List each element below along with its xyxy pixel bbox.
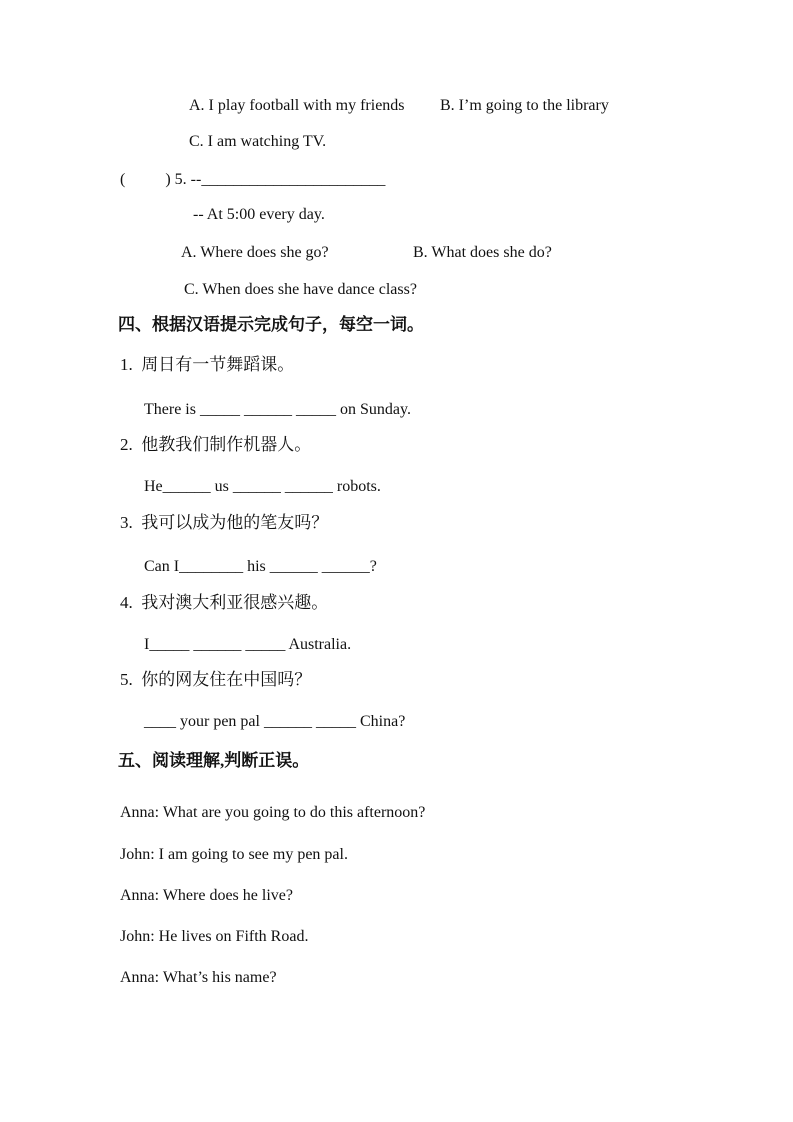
q4-option-c: C. I am watching TV. bbox=[189, 133, 327, 150]
q5-response: -- At 5:00 every day. bbox=[193, 206, 325, 223]
q5-option-c: C. When does she have dance class? bbox=[184, 281, 417, 298]
q4-option-a: A. I play football with my friends bbox=[189, 97, 405, 114]
s4-item1-prompt-cn: 1. 周日有一节舞蹈课。 bbox=[120, 355, 295, 374]
q5-option-a: A. Where does she go? bbox=[181, 244, 329, 261]
s4-item3-blank-en: Can I________ his ______ ______? bbox=[144, 558, 377, 575]
dialog-line-2: John: I am going to see my pen pal. bbox=[120, 846, 348, 863]
dialog-line-5: Anna: What’s his name? bbox=[120, 969, 277, 986]
dialog-line-4: John: He lives on Fifth Road. bbox=[120, 928, 309, 945]
section4-heading: 四、根据汉语提示完成句子，每空一词。 bbox=[118, 315, 424, 334]
s4-item5-prompt-cn: 5. 你的网友住在中国吗？ bbox=[120, 670, 312, 689]
s4-item3-prompt-cn: 3. 我可以成为他的笔友吗？ bbox=[120, 513, 329, 532]
dialog-line-3: Anna: Where does he live? bbox=[120, 887, 293, 904]
dialog-line-1: Anna: What are you going to do this afternoon? bbox=[120, 804, 426, 821]
s4-item5-blank-en: ____ your pen pal ______ _____ China? bbox=[144, 713, 406, 730]
s4-item4-blank-en: I_____ ______ _____ Australia. bbox=[144, 636, 352, 653]
q5-option-b: B. What does she do? bbox=[413, 244, 552, 261]
section5-heading: 五、阅读理解,判断正误。 bbox=[118, 751, 310, 770]
s4-item2-blank-en: He______ us ______ ______ robots. bbox=[144, 478, 381, 495]
s4-item4-prompt-cn: 4. 我对澳大利亚很感兴趣。 bbox=[120, 593, 329, 612]
q5-stem: ( ) 5. --_______________________ bbox=[120, 171, 386, 188]
s4-item2-prompt-cn: 2. 他教我们制作机器人。 bbox=[120, 435, 312, 454]
q4-option-b: B. I’m going to the library bbox=[440, 97, 609, 114]
s4-item1-blank-en: There is _____ ______ _____ on Sunday. bbox=[144, 401, 411, 418]
